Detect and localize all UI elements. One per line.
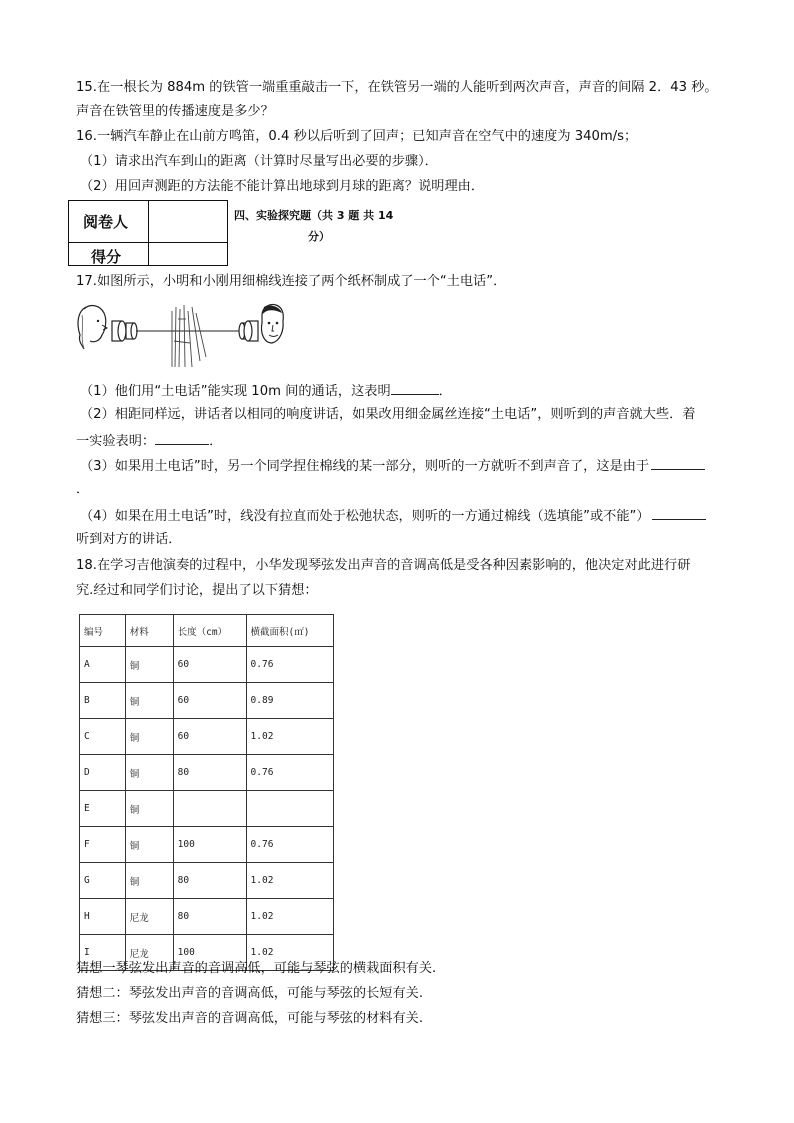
- table-header: 编号: [80, 615, 126, 647]
- q17-sub4-line2: 听到对方的讲话．: [76, 532, 182, 547]
- table-row: [80, 791, 334, 827]
- table-cell: 铜: [125, 863, 173, 899]
- table-cell: 尼龙: [125, 899, 173, 935]
- table-cell: 铜: [125, 827, 173, 863]
- q17-sub2-line2: [76, 431, 222, 451]
- table-cell: 铜: [125, 647, 173, 683]
- table-cell: 0.89: [246, 683, 333, 719]
- tin-can-phone-figure: [74, 301, 286, 369]
- string-table: [79, 614, 335, 960]
- table-cell: 60: [173, 647, 246, 683]
- q17-sub3-blank[interactable]: [651, 456, 705, 470]
- table-cell: F: [80, 827, 126, 863]
- table-cell: [173, 791, 246, 827]
- score-label: 得分: [91, 248, 122, 266]
- table-cell: B: [80, 683, 126, 719]
- table-cell: 0.76: [246, 827, 333, 863]
- table-header-row: [80, 615, 334, 647]
- table-cell: 60: [173, 683, 246, 719]
- q16-sub2: （2）用回声测距的方法能不能计算出地球到月球的距离？说明理由．: [80, 179, 485, 194]
- q17-sub2-line1: （2）相距同样远，讲话者以相同的响度讲话，如果改用细金属丝连接“土电话”，则听到的声音就大些．着: [80, 407, 696, 422]
- table-cell: 1.02: [246, 935, 333, 971]
- table-header: 材料: [125, 615, 173, 647]
- guess-1: 猜想一琴弦发出声音的音调高低，可能与琴弦的横栽面积有关.: [76, 961, 437, 976]
- table-cell: H: [80, 899, 126, 935]
- q16-sub1: （1）请求出汽车到山的距离（计算时尽量写出必要的步骤）．: [80, 154, 438, 169]
- table-cell: [246, 791, 333, 827]
- table-cell: 100: [173, 935, 246, 971]
- reviewer-field[interactable]: [149, 201, 227, 242]
- table-cell: 1.02: [246, 863, 333, 899]
- q16-stem: 16.一辆汽车静止在山前方鸣笛，0.4 秒以后听到了回声；已知声音在空气中的速度为 340m/s；: [76, 129, 638, 144]
- q17-stem: 17.如图所示，小明和小刚用细棉线连接了两个纸杯制成了一个“土电话”．: [76, 274, 507, 289]
- table-cell: G: [80, 863, 126, 899]
- table-cell: 0.76: [246, 755, 333, 791]
- q15-line1: 15.在一根长为 884m 的铁管一端重重敲击一下，在铁管另一端的人能听到两次声音，声音的间隔 2．43 秒。: [76, 80, 718, 95]
- table-cell: C: [80, 719, 126, 755]
- table-cell: 60: [173, 719, 246, 755]
- section4-title: 四、实验探究题（共 3 题 共 14: [234, 209, 394, 222]
- q17-sub1: [80, 381, 452, 401]
- table-cell: 铜: [125, 683, 173, 719]
- score-field[interactable]: [149, 243, 227, 265]
- q17-sub2-end: ．: [209, 434, 223, 449]
- table-row: [80, 647, 334, 683]
- q17-sub4-line1: [80, 506, 706, 526]
- q17-sub3-end: ．: [76, 482, 90, 497]
- table-cell: I: [80, 935, 126, 971]
- q17-sub4-blank[interactable]: [652, 506, 706, 520]
- q17-sub1-end: ．: [438, 384, 452, 399]
- table-cell: 100: [173, 827, 246, 863]
- grader-box: [68, 200, 228, 266]
- q17-sub1-text: （1）他们用“土电话”能实现 10m 间的通话，这表明: [80, 384, 391, 399]
- q18-line2: 究.经过和同学们讨论，提出了以下猜想：: [76, 583, 318, 598]
- table-cell: 1.02: [246, 899, 333, 935]
- table-header: 横截面积(㎡): [246, 615, 333, 647]
- q17-sub2-text: 一实验表明：: [76, 434, 156, 449]
- table-cell: 0.76: [246, 647, 333, 683]
- table-row: [80, 683, 334, 719]
- q17-sub3-text: （3）如果用土电话”时，另一个同学捏住棉线的某一部分，则听的一方就听不到声音了，这是由于: [80, 459, 650, 474]
- reviewer-label: 阅卷人: [83, 213, 129, 231]
- guess-3: 猜想三：琴弦发出声音的音调高低，可能与琴弦的材料有关.: [76, 1011, 424, 1026]
- table-header: 长度（cm）: [173, 615, 246, 647]
- table-cell: 铜: [125, 755, 173, 791]
- table-row: [80, 755, 334, 791]
- q17-sub2-blank[interactable]: [155, 431, 209, 445]
- table-cell: 1.02: [246, 719, 333, 755]
- table-cell: E: [80, 791, 126, 827]
- table-cell: 80: [173, 755, 246, 791]
- q17-sub3: [80, 456, 705, 476]
- table-row: [80, 899, 334, 935]
- table-cell: A: [80, 647, 126, 683]
- table-cell: D: [80, 755, 126, 791]
- q18-line1: 18.在学习吉他演奏的过程中，小华发现琴弦发出声音的音调高低是受各种因素影响的，他决定对此进行研: [76, 558, 691, 573]
- table-cell: 铜: [125, 791, 173, 827]
- table-cell: 铜: [125, 719, 173, 755]
- table-row: [80, 827, 334, 863]
- section4-title-cont: 分）: [308, 230, 330, 243]
- guess-2: 猜想二：琴弦发出声音的音调高低，可能与琴弦的长短有关.: [76, 986, 424, 1001]
- table-row: [80, 719, 334, 755]
- q17-sub4-text: （4）如果在用土电话”时，线没有拉直而处于松弛状态，则听的一方通过棉线（选填能”或不能”）: [80, 509, 650, 524]
- q17-sub1-blank[interactable]: [391, 381, 439, 395]
- table-cell: 80: [173, 899, 246, 935]
- q15-line2: 声音在铁管里的传播速度是多少？: [76, 104, 274, 119]
- table-cell: 尼龙: [125, 935, 173, 971]
- table-cell: 80: [173, 863, 246, 899]
- table-row: [80, 863, 334, 899]
